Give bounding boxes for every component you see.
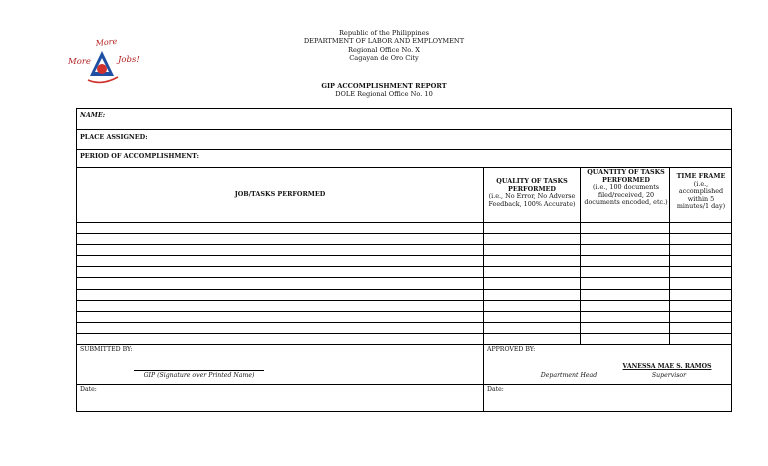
supervisor-name: VANESSA MAE S. RAMOS bbox=[622, 363, 712, 370]
col-time-title: TIME FRAME bbox=[676, 172, 726, 180]
approved-by-label: APPROVED BY: bbox=[487, 346, 536, 353]
table-row bbox=[77, 255, 731, 256]
submitted-by-label: SUBMITTED BY: bbox=[80, 346, 133, 353]
col-job-header: JOB/TASKS PERFORMED bbox=[234, 190, 326, 198]
logo-text-left: More bbox=[68, 57, 91, 67]
date-right-label: Date: bbox=[487, 386, 504, 393]
period-label: PERIOD OF ACCOMPLISHMENT: bbox=[80, 152, 200, 160]
logo-text-right: Jobs! bbox=[118, 55, 140, 65]
col-quality-title: QUALITY OF TASKS PERFORMED bbox=[496, 177, 568, 193]
report-header bbox=[0, 82, 768, 99]
table-row bbox=[77, 244, 731, 245]
gip-signature-caption: GIP (Signature over Printed Name) bbox=[143, 372, 255, 379]
col-quality-note: (i.e., No Error, No Adverse Feedback, 100% Accurate) bbox=[488, 192, 576, 208]
col-quantity-note: (i.e., 100 documents filed/received, 20 documents encoded, etc.) bbox=[584, 183, 668, 207]
col-divider-quality bbox=[483, 168, 484, 344]
department-line: DEPARTMENT OF LABOR AND EMPLOYMENT bbox=[303, 37, 465, 46]
republic-line: Republic of the Philippines bbox=[338, 29, 430, 37]
col-quality-header bbox=[485, 178, 579, 208]
table-row bbox=[77, 300, 731, 301]
col-divider-time bbox=[669, 168, 670, 344]
col-time-note: (i.e., accomplished within 5 minutes/1 day) bbox=[676, 179, 726, 211]
table-row bbox=[77, 233, 731, 234]
table-row bbox=[77, 322, 731, 323]
col-divider-quantity bbox=[580, 168, 581, 344]
place-label: PLACE ASSIGNED: bbox=[80, 133, 148, 141]
name-row[interactable] bbox=[77, 109, 731, 130]
date-left-label: Date: bbox=[80, 386, 97, 393]
agency-header bbox=[0, 29, 768, 62]
logo-text-top: More bbox=[95, 36, 118, 48]
table-row-last bbox=[77, 344, 731, 345]
city-line: Cagayan de Oro City bbox=[349, 53, 419, 62]
col-quantity-title: QUANTITY OF TASKS PERFORMED bbox=[587, 168, 665, 184]
logo-circle bbox=[97, 64, 107, 74]
gip-signature-line[interactable] bbox=[134, 370, 264, 371]
table-row bbox=[77, 266, 731, 267]
report-title: GIP ACCOMPLISHMENT REPORT bbox=[321, 82, 447, 90]
signature-divider bbox=[483, 344, 484, 411]
report-subtitle: DOLE Regional Office No. 10 bbox=[335, 90, 433, 99]
table-row bbox=[77, 333, 731, 334]
col-time-header bbox=[671, 173, 731, 211]
place-row[interactable] bbox=[77, 130, 731, 150]
period-row[interactable] bbox=[77, 150, 731, 168]
date-row-line bbox=[77, 384, 731, 385]
table-row bbox=[77, 289, 731, 290]
regional-office-line: Regional Office No. X bbox=[348, 45, 420, 54]
accomplishment-form bbox=[76, 108, 732, 412]
name-label: NAME: bbox=[80, 111, 106, 119]
table-row bbox=[77, 277, 731, 278]
supervisor-caption: Supervisor bbox=[651, 372, 687, 379]
department-head-caption: Department Head bbox=[540, 372, 598, 379]
table-row bbox=[77, 311, 731, 312]
col-quantity-header bbox=[582, 169, 670, 207]
